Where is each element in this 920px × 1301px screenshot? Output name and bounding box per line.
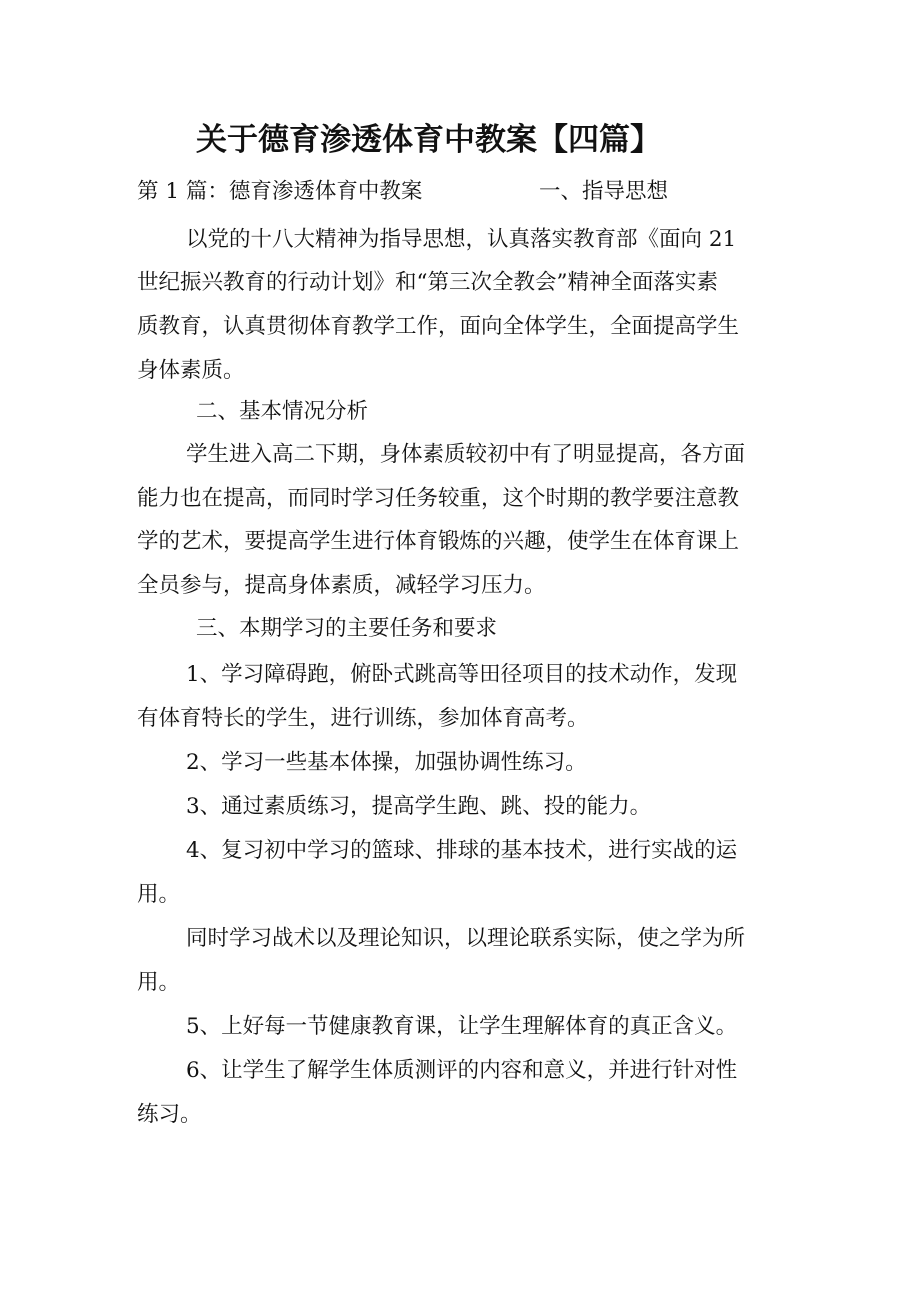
- paragraph-line: 身体素质。: [137, 358, 245, 383]
- part-label: 第 1 篇：德育渗透体育中教案: [137, 179, 423, 204]
- paragraph-line: 质教育，认真贯彻体育教学工作，面向全体学生，全面提高学生: [137, 314, 740, 339]
- paragraph-line: 同时学习战术以及理论知识，以理论联系实际，使之学为所: [186, 926, 746, 951]
- paragraph-line: 3、通过素质练习，提高学生跑、跳、投的能力。: [186, 794, 652, 819]
- part-header-row: [137, 177, 789, 207]
- section-heading-main-tasks: 三、本期学习的主要任务和要求: [196, 616, 498, 641]
- paragraph-line: 能力也在提高，而同时学习任务较重，这个时期的教学要注意教: [137, 486, 740, 511]
- paragraph-line: 有体育特长的学生，进行训练，参加体育高考。: [137, 706, 589, 731]
- paragraph-line: 5、上好每一节健康教育课，让学生理解体育的真正含义。: [186, 1014, 738, 1039]
- section-heading-guiding-ideology: 一、指导思想: [539, 179, 669, 204]
- document-title: 关于德育渗透体育中教案【四篇】: [196, 122, 661, 158]
- paragraph-line: 世纪振兴教育的行动计划》和“第三次全教会”精神全面落实素: [137, 270, 718, 295]
- paragraph-line: 学的艺术，要提高学生进行体育锻炼的兴趣，使学生在体育课上: [137, 529, 740, 554]
- paragraph-line: 学生进入高二下期，身体素质较初中有了明显提高，各方面: [186, 442, 746, 467]
- paragraph-line: 1、学习障碍跑，俯卧式跳高等田径项目的技术动作，发现: [186, 662, 738, 687]
- paragraph-line: 2、学习一些基本体操，加强协调性练习。: [186, 750, 587, 775]
- paragraph-line: 以党的十八大精神为指导思想，认真落实教育部《面向 21: [186, 227, 737, 252]
- paragraph-line: 6、让学生了解学生体质测评的内容和意义，并进行针对性: [186, 1058, 738, 1083]
- paragraph-line: 用。: [137, 882, 181, 907]
- section-heading-situation-analysis: 二、基本情况分析: [196, 399, 369, 424]
- paragraph-line: 练习。: [137, 1102, 202, 1127]
- paragraph-line: 4、复习初中学习的篮球、排球的基本技术，进行实战的运: [186, 838, 738, 863]
- paragraph-line: 全员参与，提高身体素质，减轻学习压力。: [137, 573, 546, 598]
- paragraph-line: 用。: [137, 970, 181, 995]
